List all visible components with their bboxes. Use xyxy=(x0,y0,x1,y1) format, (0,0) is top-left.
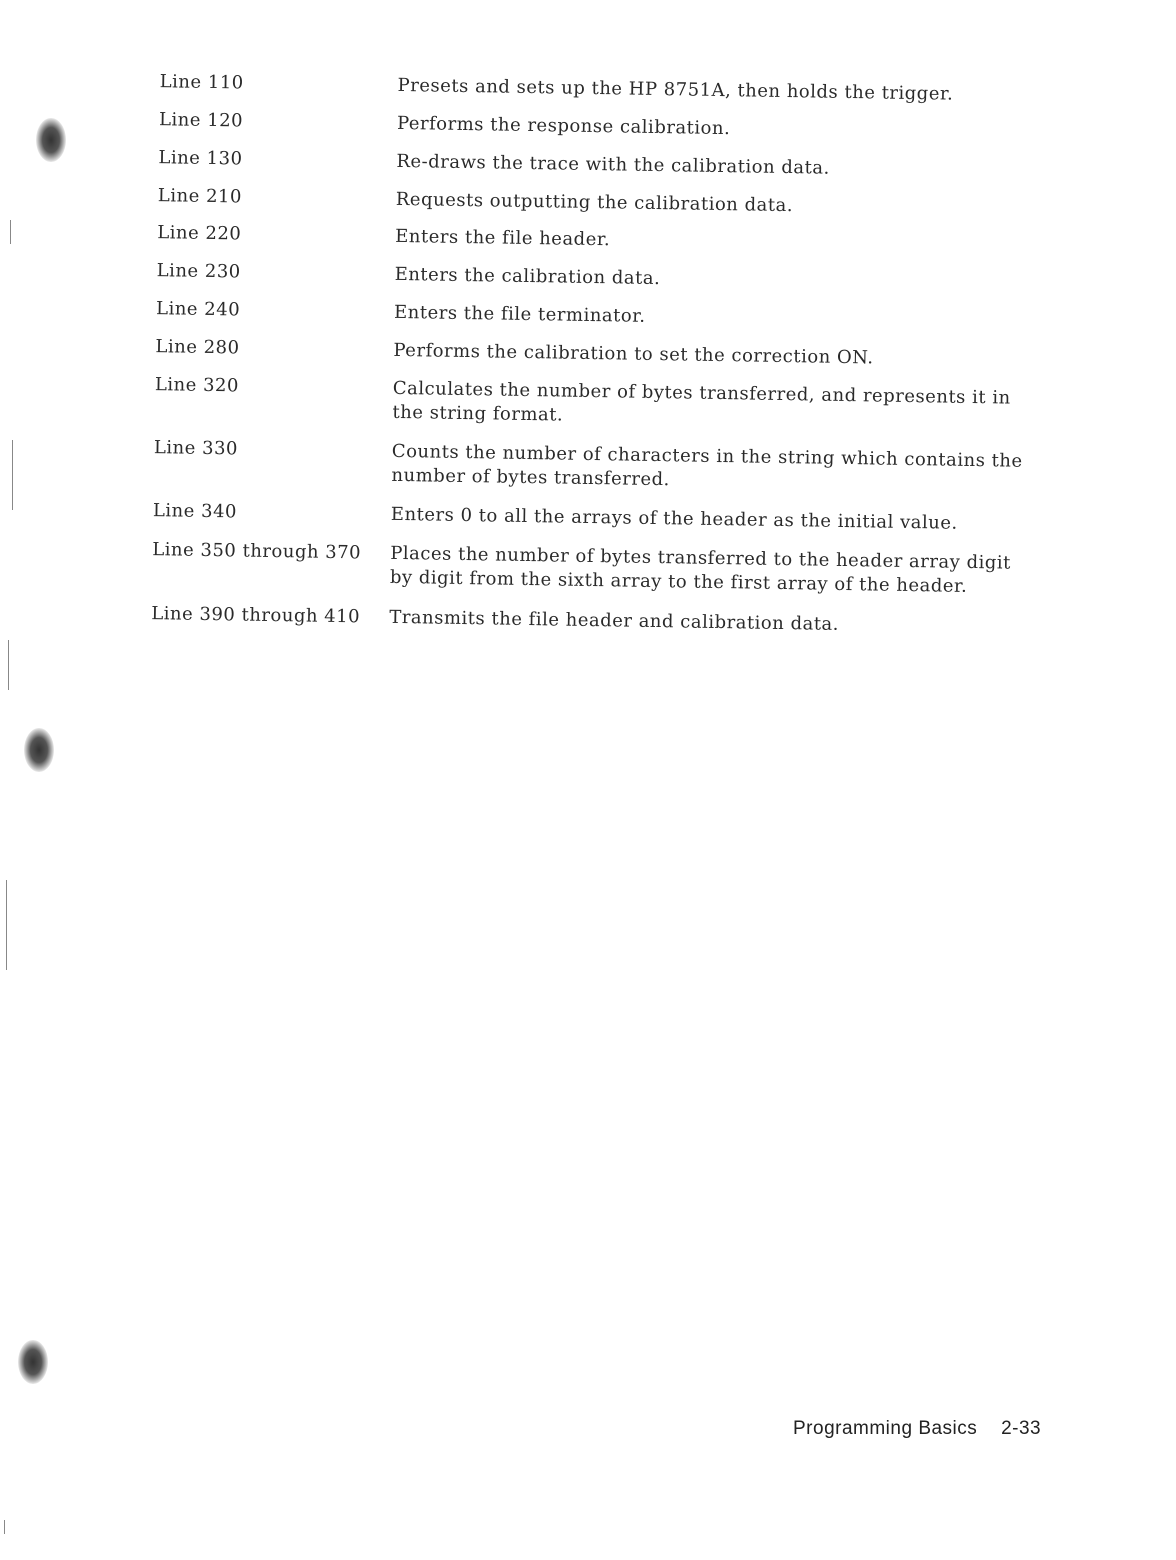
entry-line-220 xyxy=(157,221,1057,251)
entry-line-230 xyxy=(156,259,1057,290)
entry-description: Enters the calibration data. xyxy=(394,263,661,290)
entry-line-120 xyxy=(158,108,1059,140)
entry-description: Enters the file header. xyxy=(395,225,611,251)
entry-label: Line 330 xyxy=(153,437,239,460)
entry-line-320 xyxy=(154,373,1055,426)
scan-speck xyxy=(4,1520,5,1534)
binder-hole-mark xyxy=(18,1340,48,1384)
entry-description: Transmits the file header and calibration data. xyxy=(389,606,840,635)
entry-label: Line 240 xyxy=(155,298,241,321)
entry-label: Line 350 through 370 xyxy=(152,539,362,564)
scan-speck xyxy=(10,220,11,244)
entry-description: Presets and sets up the HP 8751A, then holds the trigger. xyxy=(397,74,954,105)
entry-line-240 xyxy=(155,297,1056,327)
entry-line-210 xyxy=(157,184,1058,217)
entry-label: Line 340 xyxy=(152,500,238,523)
entry-label: Line 280 xyxy=(155,336,240,359)
entry-description: Performs the calibration to set the correction ON. xyxy=(393,339,874,369)
entry-description: Counts the number of characters in the string which contains the number of bytes transferred. xyxy=(391,440,1023,491)
binder-hole-mark xyxy=(36,118,66,162)
entry-description: Calculates the number of bytes transferred, and represents it in the string format. xyxy=(392,377,1011,426)
entry-description: Performs the response calibration. xyxy=(396,112,731,140)
scan-speck xyxy=(12,440,13,510)
entry-line-350-through-370 xyxy=(152,538,1052,597)
entry-label: Line 120 xyxy=(158,109,244,132)
entry-line-340 xyxy=(152,499,1053,534)
footer-page-number: 2-33 xyxy=(1001,1418,1042,1439)
entry-label: Line 210 xyxy=(157,185,243,208)
page-footer xyxy=(793,1418,1041,1440)
entry-line-110 xyxy=(159,70,1060,105)
entry-label: Line 390 through 410 xyxy=(151,603,361,628)
entry-label: Line 230 xyxy=(156,260,241,283)
entry-line-130 xyxy=(158,146,1059,179)
entry-line-280 xyxy=(155,335,1056,369)
scan-speck xyxy=(8,640,9,690)
entry-description: Re-draws the trace with the calibration data. xyxy=(396,150,830,179)
entry-label: Line 130 xyxy=(158,147,243,170)
entry-label: Line 110 xyxy=(159,71,244,94)
entry-description: Places the number of bytes transferred to the header array digit by digit from the sixth array to the first array of the header. xyxy=(389,542,1012,597)
scan-speck xyxy=(6,880,7,970)
entry-label: Line 320 xyxy=(154,374,240,397)
entry-line-390-through-410 xyxy=(151,602,1051,635)
entry-line-330 xyxy=(153,436,1054,491)
entry-description: Requests outputting the calibration data. xyxy=(395,188,794,217)
entry-label: Line 220 xyxy=(157,222,242,245)
entry-description: Enters 0 to all the arrays of the header as the initial value. xyxy=(390,503,958,534)
footer-section-title: Programming Basics xyxy=(793,1418,978,1439)
entry-description: Enters the file terminator. xyxy=(393,301,646,327)
binder-hole-mark xyxy=(24,728,54,772)
